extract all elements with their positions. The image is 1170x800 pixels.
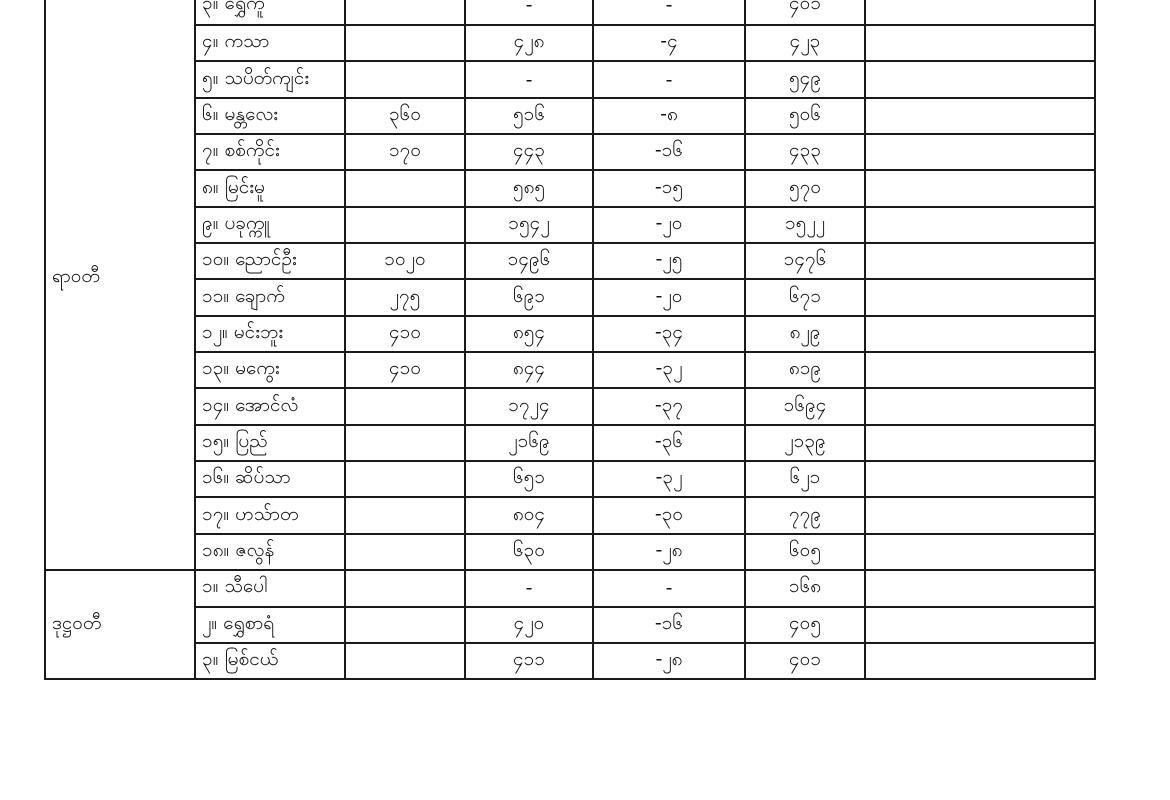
remarks-cell (865, 25, 1095, 61)
station-name-cell: ၁၂။ မင်းဘူး (195, 316, 345, 352)
remarks-cell (865, 98, 1095, 134)
value-cell-3: -၄ (593, 25, 745, 61)
value-cell-2: ၄၂၀ (465, 607, 593, 643)
value-cell-4: ၁၆၉၄ (745, 388, 865, 424)
station-name-cell: ၁၈။ ဇလွန် (195, 534, 345, 570)
value-cell-2: ၆၃၀ (465, 534, 593, 570)
value-cell-4: ၄၀၁ (745, 643, 865, 679)
value-cell-2: ၆၉၁ (465, 279, 593, 315)
value-cell-1: ၂၇၅ (345, 279, 465, 315)
value-cell-2: ၈၅၄ (465, 316, 593, 352)
value-cell-2: ၁၅၄၂ (465, 207, 593, 243)
station-name-cell: ၂။ ရွှေစာရံ (195, 607, 345, 643)
value-cell-3: -၁၆ (593, 607, 745, 643)
remarks-cell (865, 0, 1095, 25)
table-row (45, 461, 1095, 497)
value-cell-2: ၆၅၁ (465, 461, 593, 497)
value-cell-2: ၄၂၈ (465, 25, 593, 61)
table-row (45, 207, 1095, 243)
value-cell-4: ၄၀၅ (745, 607, 865, 643)
table-row (45, 25, 1095, 61)
value-cell-1 (345, 425, 465, 461)
value-cell-4: ၅၄၉ (745, 61, 865, 97)
value-cell-1: ၃၆၀ (345, 98, 465, 134)
station-name-cell: ၁၀။ ညောင်ဦး (195, 243, 345, 279)
table-row (45, 534, 1095, 570)
value-cell-3: -၂၀ (593, 279, 745, 315)
station-name-cell: ၁၄။ အောင်လံ (195, 388, 345, 424)
value-cell-3: -၂၈ (593, 643, 745, 679)
table-row (45, 388, 1095, 424)
table-row (45, 98, 1095, 134)
remarks-cell (865, 61, 1095, 97)
value-cell-2: ၈၀၄ (465, 497, 593, 533)
value-cell-1 (345, 170, 465, 206)
value-cell-1 (345, 570, 465, 606)
value-cell-3: -၁၅ (593, 170, 745, 206)
station-name-cell: ၁၁။ ချောက် (195, 279, 345, 315)
station-name-cell: ၁၇။ ဟသ်ာတ (195, 497, 345, 533)
remarks-cell (865, 352, 1095, 388)
value-cell-4: ၂၁၃၉ (745, 425, 865, 461)
station-name-cell: ၄။ ကသာ (195, 25, 345, 61)
value-cell-3: - (593, 0, 745, 25)
station-name-cell: ၃။ မြစ်ငယ် (195, 643, 345, 679)
value-cell-1 (345, 207, 465, 243)
value-cell-2: - (465, 0, 593, 25)
value-cell-3: -၃၀ (593, 497, 745, 533)
table-row (45, 643, 1095, 679)
value-cell-1 (345, 607, 465, 643)
value-cell-4: ၆၇၁ (745, 279, 865, 315)
value-cell-3: -၂၈ (593, 534, 745, 570)
value-cell-4: ၁၄၇၆ (745, 243, 865, 279)
value-cell-1 (345, 61, 465, 97)
remarks-cell (865, 316, 1095, 352)
region-cell: ဒုဋ္ဌဝတီ (45, 570, 195, 679)
value-cell-3: - (593, 570, 745, 606)
table-row (45, 134, 1095, 170)
value-cell-1: ၁၇၀ (345, 134, 465, 170)
value-cell-4: ၈၂၉ (745, 316, 865, 352)
value-cell-1 (345, 25, 465, 61)
remarks-cell (865, 461, 1095, 497)
table-row (45, 607, 1095, 643)
remarks-cell (865, 497, 1095, 533)
value-cell-2: ၁၄၉၆ (465, 243, 593, 279)
value-cell-2: - (465, 570, 593, 606)
value-cell-2: ၄၄၃ (465, 134, 593, 170)
table-row (45, 352, 1095, 388)
remarks-cell (865, 170, 1095, 206)
remarks-cell (865, 243, 1095, 279)
value-cell-4: ၄၃၃ (745, 134, 865, 170)
value-cell-3: -၃၂ (593, 352, 745, 388)
value-cell-3: -၂၀ (593, 207, 745, 243)
region-cell: ရာဝတီ (45, 0, 195, 570)
station-name-cell: ၅။ သပိတ်ကျင်း (195, 61, 345, 97)
remarks-cell (865, 607, 1095, 643)
table-row (45, 243, 1095, 279)
remarks-cell (865, 425, 1095, 461)
station-name-cell: ၉။ ပခုက္ကူ (195, 207, 345, 243)
value-cell-1: ၄၁၀ (345, 352, 465, 388)
value-cell-2: ၈၄၄ (465, 352, 593, 388)
value-cell-1 (345, 643, 465, 679)
value-cell-4: ၆၂၁ (745, 461, 865, 497)
value-cell-3: -၃၇ (593, 388, 745, 424)
value-cell-4: ၁၆၈ (745, 570, 865, 606)
value-cell-4: ၈၁၉ (745, 352, 865, 388)
table-row (45, 170, 1095, 206)
remarks-cell (865, 207, 1095, 243)
station-name-cell: ၇။ စစ်ကိုင်း (195, 134, 345, 170)
value-cell-2: ၂၁၆၉ (465, 425, 593, 461)
value-cell-4: ၁၅၂၂ (745, 207, 865, 243)
value-cell-2: - (465, 61, 593, 97)
station-name-cell: ၁၆။ ဆိပ်သာ (195, 461, 345, 497)
value-cell-3: -၃၄ (593, 316, 745, 352)
value-cell-4: ၄၀၁ (745, 0, 865, 25)
value-cell-2: ၄၁၁ (465, 643, 593, 679)
remarks-cell (865, 570, 1095, 606)
remarks-cell (865, 643, 1095, 679)
station-name-cell: ၁။ သီပေါ (195, 570, 345, 606)
remarks-cell (865, 388, 1095, 424)
value-cell-4: ၅၀၆ (745, 98, 865, 134)
table-row (45, 0, 1095, 25)
value-cell-4: ၅၇၀ (745, 170, 865, 206)
value-cell-1 (345, 388, 465, 424)
table-row (45, 316, 1095, 352)
station-name-cell: ၁၃။ မကွေး (195, 352, 345, 388)
value-cell-1: ၄၁၀ (345, 316, 465, 352)
value-cell-1 (345, 497, 465, 533)
table-row (45, 570, 1095, 606)
table-row (45, 279, 1095, 315)
value-cell-2: ၁၇၂၄ (465, 388, 593, 424)
value-cell-1 (345, 461, 465, 497)
value-cell-2: ၅၁၆ (465, 98, 593, 134)
value-cell-4: ၇၇၉ (745, 497, 865, 533)
value-cell-4: ၆၀၅ (745, 534, 865, 570)
value-cell-3: -၂၅ (593, 243, 745, 279)
value-cell-1 (345, 534, 465, 570)
value-cell-1: ၁၀၂၀ (345, 243, 465, 279)
value-cell-3: - (593, 61, 745, 97)
station-name-cell: ၆။ မန္တလေး (195, 98, 345, 134)
table-row (45, 425, 1095, 461)
station-name-cell: ၁၅။ ပြည် (195, 425, 345, 461)
value-cell-3: -၁၆ (593, 134, 745, 170)
remarks-cell (865, 134, 1095, 170)
table-row (45, 61, 1095, 97)
value-cell-4: ၄၂၃ (745, 25, 865, 61)
value-cell-3: -၃၂ (593, 461, 745, 497)
remarks-cell (865, 279, 1095, 315)
remarks-cell (865, 534, 1095, 570)
value-cell-2: ၅၈၅ (465, 170, 593, 206)
value-cell-3: -၃၆ (593, 425, 745, 461)
station-name-cell: ၃။ ရွှေကူ (195, 0, 345, 25)
station-name-cell: ၈။ မြင်းမူ (195, 170, 345, 206)
data-table (44, 0, 1096, 680)
table-row (45, 497, 1095, 533)
value-cell-1 (345, 0, 465, 25)
value-cell-3: -၈ (593, 98, 745, 134)
